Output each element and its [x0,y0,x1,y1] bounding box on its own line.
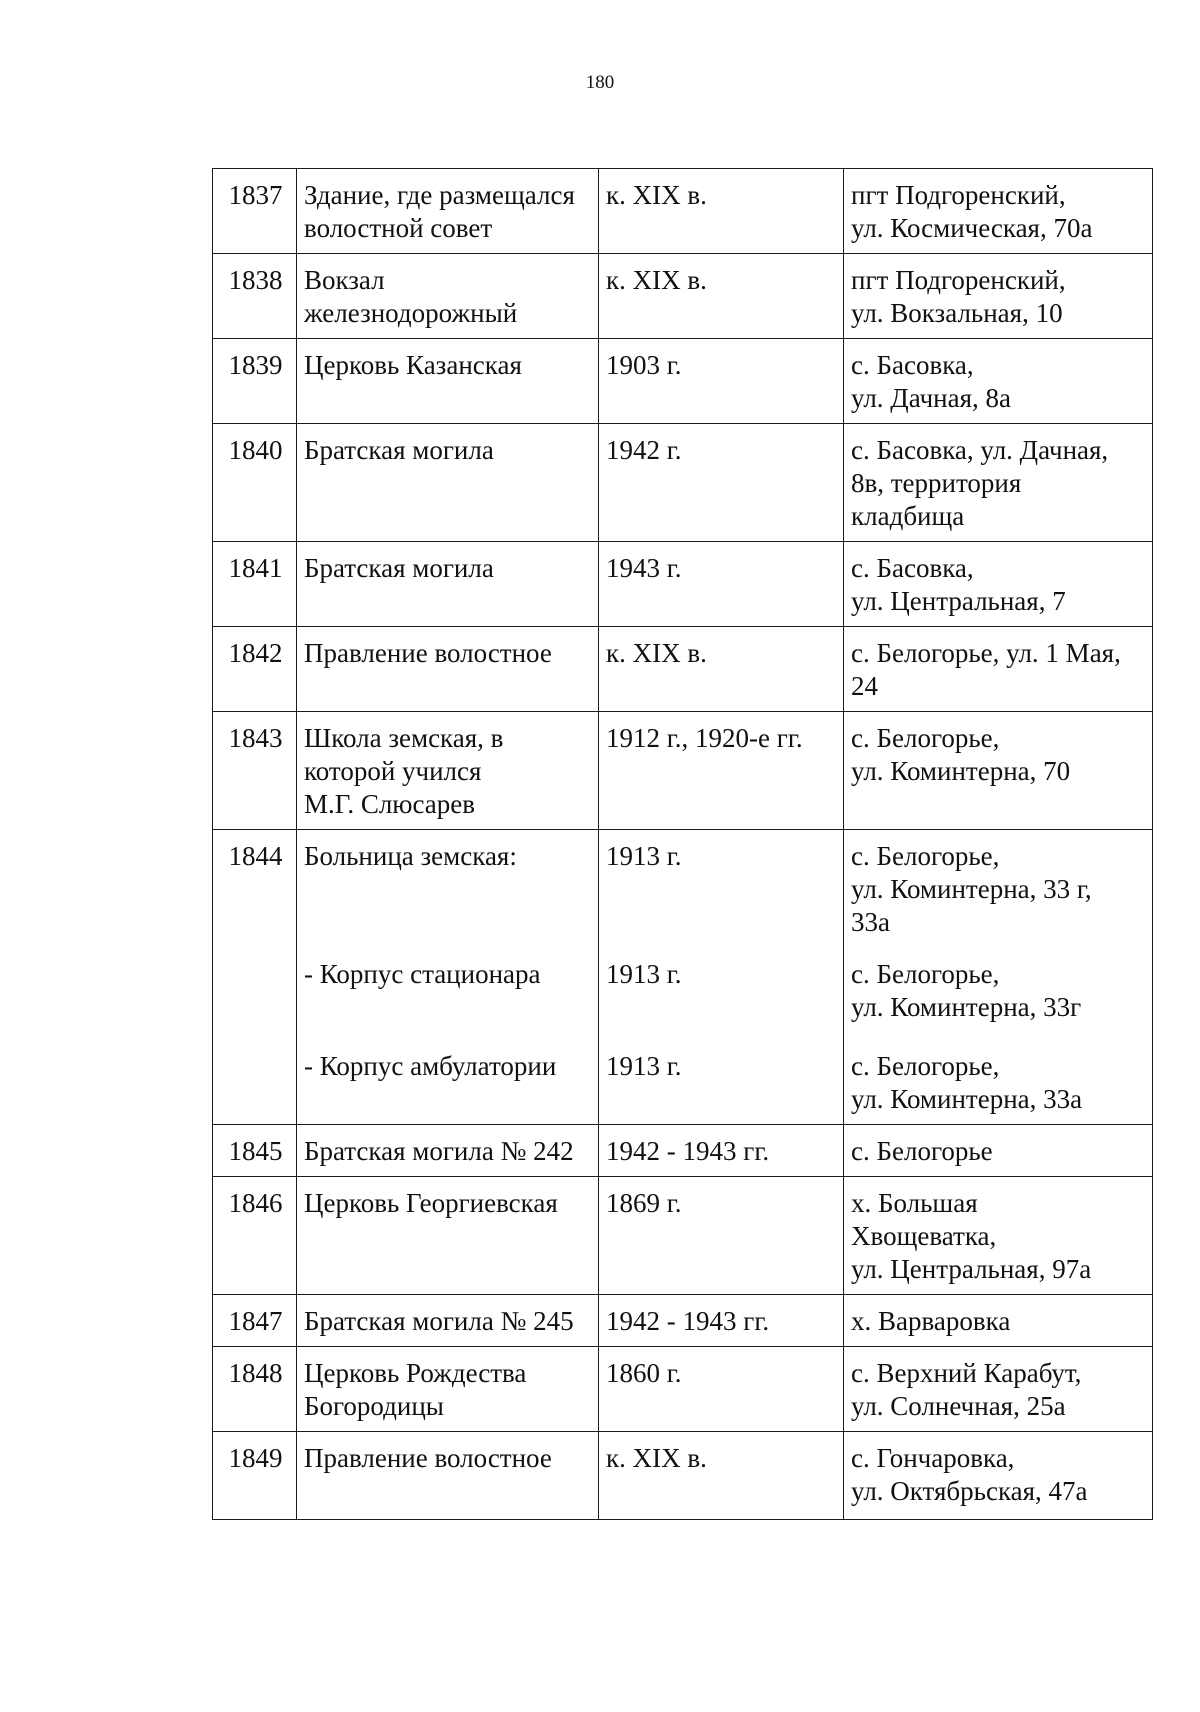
object-name-line: Церковь Рождества [304,1358,527,1388]
object-date: к. XIX в. [599,627,844,712]
object-address [844,542,1153,627]
object-name-line: Церковь Казанская [304,350,522,380]
address-line: ул. Вокзальная, 10 [851,298,1063,328]
object-name-line: М.Г. Слюсарев [304,789,476,819]
row-number: 1838 [213,254,297,339]
object-date: 1869 г. [599,1177,844,1295]
object-name [297,424,599,542]
object-name [297,1295,599,1347]
object-name [297,1432,599,1520]
address-line: пгт Подгоренский, [851,180,1066,210]
row-number: 1846 [213,1177,297,1295]
object-name-line: Братская могила № 245 [304,1306,574,1336]
object-date: к. XIX в. [599,254,844,339]
row-number: 1845 [213,1125,297,1177]
address-line: кладбища [851,501,965,531]
object-address [844,1295,1153,1347]
page-number: 180 [585,72,615,93]
object-name-line: Здание, где размещался [304,180,575,210]
address-line: ул. Солнечная, 25а [851,1391,1066,1421]
object-date-line: 1913 г. [606,841,682,871]
table-row [213,1125,1153,1177]
object-name [297,1177,599,1295]
address-line: ул. Центральная, 7 [851,586,1066,616]
row-number: 1843 [213,712,297,830]
object-name [297,627,599,712]
address-line: с. Белогорье, [851,841,1000,871]
table-row [213,1295,1153,1347]
address-line: Хвощеватка, [851,1221,997,1251]
object-date: 1912 г., 1920-е гг. [599,712,844,830]
table-row [213,339,1153,424]
address-line: ул. Коминтерна, 33а [851,1084,1083,1114]
object-name-line: железнодорожный [304,298,518,328]
table-row [213,254,1153,339]
object-date: 1943 г. [599,542,844,627]
row-number: 1847 [213,1295,297,1347]
address-line: х. Варваровка [851,1306,1011,1336]
table-row [213,1177,1153,1295]
object-date: к. XIX в. [599,169,844,254]
object-name-line: Вокзал [304,265,385,295]
address-line: ул. Коминтерна, 33г [851,992,1082,1022]
object-date: к. XIX в. [599,1432,844,1520]
address-line: с. Белогорье [851,1136,993,1166]
table-row [213,169,1153,254]
object-name [297,169,599,254]
object-name [297,830,599,1125]
table-row [213,627,1153,712]
table-row [213,424,1153,542]
object-date: 1903 г. [599,339,844,424]
object-address [844,1347,1153,1432]
object-date-line: 1913 г. [606,1051,682,1081]
row-number: 1839 [213,339,297,424]
address-line: с. Белогорье, [851,959,1000,989]
object-address [844,712,1153,830]
row-number: 1841 [213,542,297,627]
object-name-line: - Корпус амбулатории [304,1051,557,1081]
object-date-line: 1913 г. [606,959,682,989]
object-name [297,254,599,339]
object-name-line: Братская могила [304,435,494,465]
object-date: 1942 - 1943 гг. [599,1295,844,1347]
heritage-registry-table [212,168,1153,1520]
object-name-line: Церковь Георгиевская [304,1188,558,1218]
object-name-line: Братская могила № 242 [304,1136,574,1166]
object-name-line: Братская могила [304,553,494,583]
address-line: пгт Подгоренский, [851,265,1066,295]
address-line: с. Белогорье, [851,723,1000,753]
object-date [599,830,844,1125]
address-line: ул. Октябрьская, 47а [851,1476,1088,1506]
row-number: 1848 [213,1347,297,1432]
row-number: 1844 [213,830,297,1125]
object-address [844,1125,1153,1177]
table-row [213,712,1153,830]
address-line: с. Басовка, [851,553,974,583]
object-address [844,339,1153,424]
object-name-line: Правление волостное [304,638,552,668]
object-name-line: Богородицы [304,1391,444,1421]
table-row [213,542,1153,627]
address-line: ул. Центральная, 97а [851,1254,1092,1284]
object-address [844,424,1153,542]
object-name-line: Правление волостное [304,1443,552,1473]
address-line: с. Гончаровка, [851,1443,1015,1473]
object-name-line: - Корпус стационара [304,959,541,989]
row-number: 1837 [213,169,297,254]
object-address [844,254,1153,339]
object-address [844,1432,1153,1520]
object-name-line: которой учился [304,756,482,786]
object-name [297,1125,599,1177]
address-line: ул. Космическая, 70а [851,213,1093,243]
table-row [213,1432,1153,1520]
object-name [297,339,599,424]
address-line: с. Белогорье, [851,1051,1000,1081]
address-line: с. Басовка, ул. Дачная, [851,435,1109,465]
object-name [297,542,599,627]
row-number: 1840 [213,424,297,542]
table-row [213,1347,1153,1432]
address-line: 24 [851,671,878,701]
object-address [844,830,1153,1125]
row-number: 1842 [213,627,297,712]
object-address [844,169,1153,254]
object-date: 1860 г. [599,1347,844,1432]
address-line: с. Белогорье, ул. 1 Мая, [851,638,1121,668]
address-line: ул. Коминтерна, 33 г, [851,874,1092,904]
address-line: с. Верхний Карабут, [851,1358,1082,1388]
address-line: х. Большая [851,1188,978,1218]
address-line: ул. Дачная, 8а [851,383,1012,413]
object-date: 1942 - 1943 гг. [599,1125,844,1177]
object-name-line: волостной совет [304,213,493,243]
table-row [213,830,1153,1125]
object-name-line: Больница земская: [304,841,517,871]
object-name [297,1347,599,1432]
address-line: ул. Коминтерна, 70 [851,756,1071,786]
address-line: 33а [851,907,890,937]
row-number: 1849 [213,1432,297,1520]
address-line: с. Басовка, [851,350,974,380]
object-address [844,627,1153,712]
object-date: 1942 г. [599,424,844,542]
object-address [844,1177,1153,1295]
object-name-line: Школа земская, в [304,723,504,753]
address-line: 8в, территория [851,468,1022,498]
object-name [297,712,599,830]
